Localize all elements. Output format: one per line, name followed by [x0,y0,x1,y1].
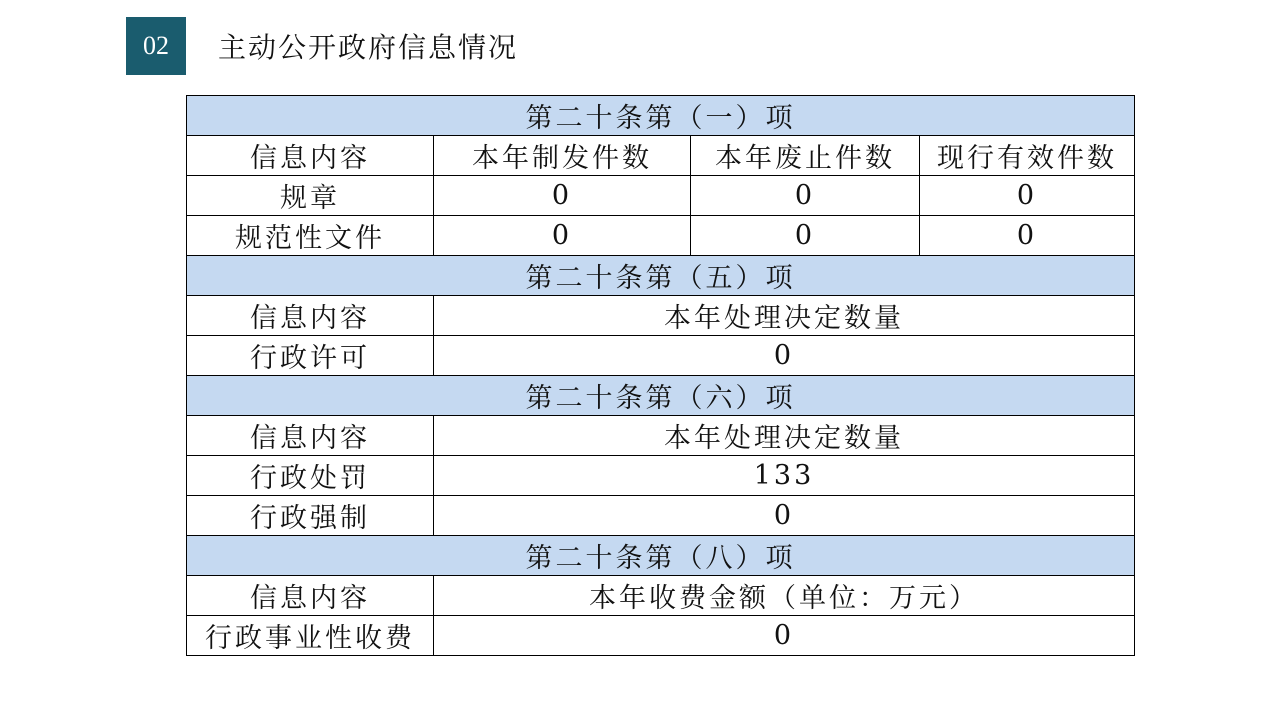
cell-value: 0 [434,216,691,256]
table-row [187,616,1135,656]
section-heading-row [187,96,1135,136]
column-header: 本年收费金额（单位：万元） [434,576,1135,616]
section-heading-row [187,376,1135,416]
column-header: 信息内容 [187,136,434,176]
row-label: 规章 [187,176,434,216]
column-header: 本年制发件数 [434,136,691,176]
cell-value: 0 [691,216,920,256]
row-label: 行政处罚 [187,456,434,496]
cell-value: 133 [434,456,1135,496]
column-header: 信息内容 [187,416,434,456]
row-label: 行政许可 [187,336,434,376]
section-number: 02 [143,31,169,60]
table-row [187,216,1135,256]
cell-value: 0 [434,336,1135,376]
cell-value: 0 [434,616,1135,656]
table-header-row [187,136,1135,176]
column-header: 本年处理决定数量 [434,296,1135,336]
cell-value: 0 [434,176,691,216]
section-heading: 第二十条第（六）项 [187,376,1135,416]
column-header: 信息内容 [187,576,434,616]
section-number-badge [126,17,186,75]
cell-value: 0 [434,496,1135,536]
table-header-row [187,296,1135,336]
section-heading-row [187,536,1135,576]
row-label: 行政事业性收费 [187,616,434,656]
cell-value: 0 [691,176,920,216]
section-heading: 第二十条第（一）项 [187,96,1135,136]
page-title: 主动公开政府信息情况 [218,31,519,64]
row-label: 行政强制 [187,496,434,536]
column-header: 本年废止件数 [691,136,920,176]
column-header: 本年处理决定数量 [434,416,1135,456]
section-heading: 第二十条第（五）项 [187,256,1135,296]
cell-value: 0 [920,176,1135,216]
section-heading: 第二十条第（八）项 [187,536,1135,576]
table-row [187,336,1135,376]
column-header: 信息内容 [187,296,434,336]
table-row [187,176,1135,216]
section-heading-row [187,256,1135,296]
column-header: 现行有效件数 [920,136,1135,176]
table-header-row [187,416,1135,456]
table-header-row [187,576,1135,616]
cell-value: 0 [920,216,1135,256]
row-label: 规范性文件 [187,216,434,256]
table-row [187,456,1135,496]
disclosure-table [186,95,1135,656]
table-row [187,496,1135,536]
